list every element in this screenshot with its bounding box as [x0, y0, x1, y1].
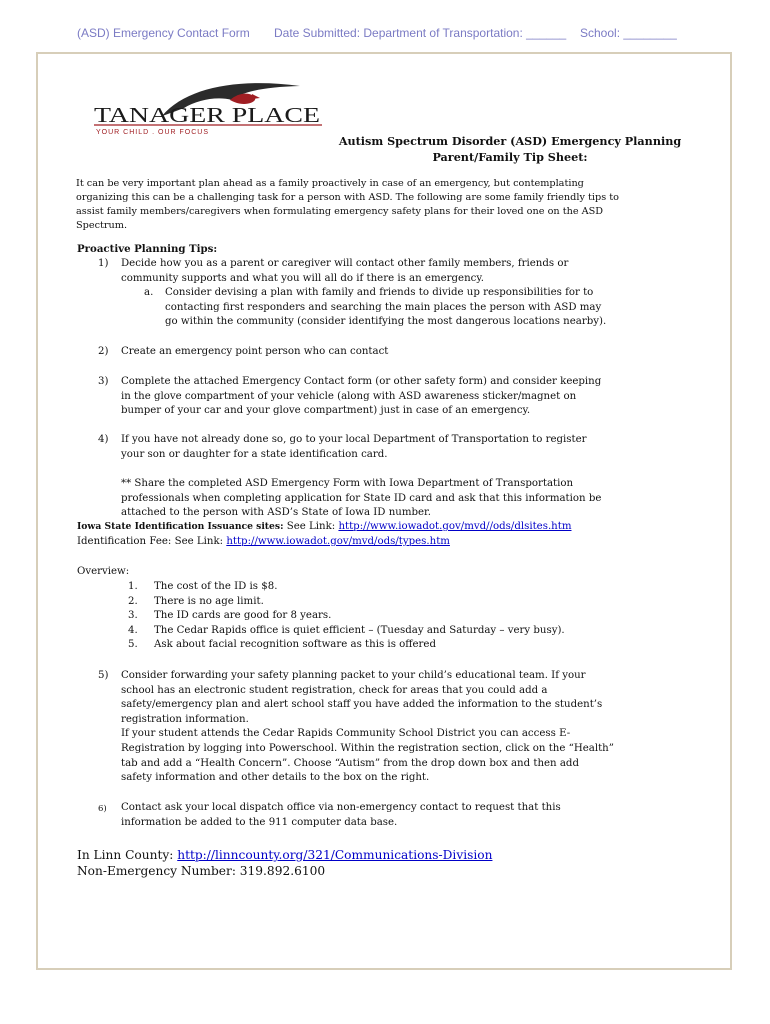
sites-label: Iowa State Identification Issuance sites:	[77, 521, 284, 532]
overview-list	[128, 580, 728, 653]
item-number: 3)	[98, 376, 109, 387]
logo-name: TANAGER PLACE	[94, 103, 320, 127]
list-item: 4. The Cedar Rapids office is quiet efficient – (Tuesday and Saturday – very busy).	[128, 624, 565, 636]
list-item-1: Decide how you as a parent or caregiver will contact other family members, friends or community supports and what you will all do if there is an emergency.	[121, 258, 569, 284]
list-item-6: Contact ask your local dispatch office via non-emergency contact to request that this information be added to the 911 computer data base.	[121, 802, 561, 828]
item-number: 2)	[98, 346, 109, 357]
county-label: In Linn County:	[77, 848, 174, 862]
fee-types-link[interactable]: http://www.iowadot.gov/mvd/ods/types.htm	[226, 536, 450, 547]
tips-heading: Proactive Planning Tips:	[77, 243, 218, 255]
item-number: 5)	[98, 670, 109, 681]
fee-line	[77, 535, 727, 550]
item-number: 6)	[98, 804, 107, 814]
item-4-note: ** Share the completed ASD Emergency Form with Iowa Department of Transportation professionals when completing application for State ID card and ask that this information be attached to the person with ASD’s State of Iowa ID number.	[121, 478, 602, 519]
issuance-sites-link[interactable]: http://www.iowadot.gov/mvd//ods/dlsites.htm	[338, 521, 572, 532]
item-number: a.	[144, 287, 154, 298]
fee-label: Identification Fee: See Link:	[77, 536, 224, 547]
list-item-3: Complete the attached Emergency Contact form (or other safety form) and consider keeping in the glove compartment of your vehicle (along with ASD awareness sticker/magnet on bumper of your car and your glove compartment) just in case of an emergency.	[121, 376, 602, 417]
date-submitted-label: Date Submitted: Department of Transportation: ______	[274, 26, 567, 40]
non-emergency-number: Non-Emergency Number: 319.892.6100	[77, 864, 326, 878]
list-item-2: Create an emergency point person who can contact	[121, 346, 389, 357]
overview-label: Overview:	[77, 566, 130, 577]
list-item: 3. The ID cards are good for 8 years.	[128, 610, 332, 622]
issuance-sites-line	[77, 520, 727, 535]
list-item: 1. The cost of the ID is $8.	[128, 581, 278, 592]
item-number: 4)	[98, 434, 109, 445]
form-title: (ASD) Emergency Contact Form	[77, 26, 250, 40]
communications-division-link[interactable]: http://linncounty.org/321/Communications-Division	[177, 848, 493, 862]
list-item: 5. Ask about facial recognition software as this is offered	[128, 639, 436, 651]
form-header	[0, 26, 770, 44]
tanager-place-logo	[92, 78, 324, 136]
intro-paragraph: It can be very important plan ahead as a family proactively in case of an emergency, but contemplating organizing this can be a challenging task for a person with ASD. The following are some family friendly tips to assist family members/caregivers when formulating emergency safety plans for their loved one on the ASD Spectrum.	[76, 178, 619, 231]
list-item-4: If you have not already done so, go to your local Department of Transportation to register your son or daughter for a state identification card.	[121, 434, 587, 460]
linn-county-line	[77, 847, 492, 863]
item-number: 1)	[98, 258, 109, 269]
logo-tagline: YOUR CHILD . OUR FOCUS	[96, 129, 210, 136]
list-item: 2. There is no age limit.	[128, 595, 264, 607]
document-title: Autism Spectrum Disorder (ASD) Emergency Planning Parent/Family Tip Sheet:	[338, 134, 682, 164]
school-label: School: ________	[580, 26, 677, 40]
list-item-5: Consider forwarding your safety planning packet to your child’s educational team. If your school has an electronic student registration, check for areas that you could add a safety/emergency plan and alert school staff you have added the information to the student’s registration information. If your student attends the Cedar Rapids Community School District you can access E- Registration by logging into Powerschool. Within the registration section, click on the “Health” tab and add a “Health Concern”. Choose “Autism” from the drop down box and then add safety information and other details to the box on the right.	[121, 670, 614, 784]
sites-see-link: See Link:	[286, 521, 336, 532]
list-item-1a: Consider devising a plan with family and friends to divide up responsibilities for to contacting first responders and searching the main places the person with ASD may go within the community (consider identifying the most dangerous locations nearby).	[165, 287, 607, 328]
